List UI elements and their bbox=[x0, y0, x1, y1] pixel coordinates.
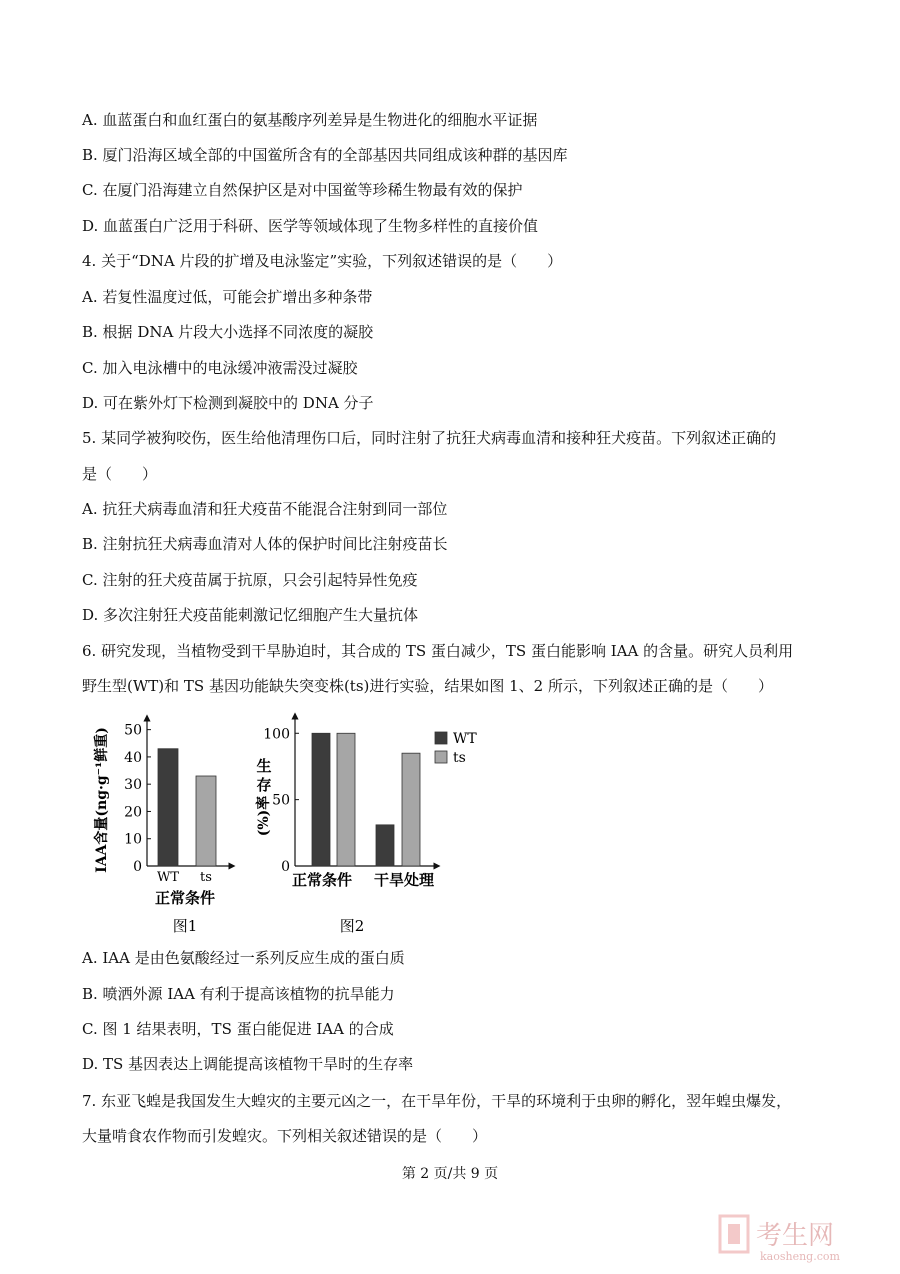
fig2-bar-ts-1 bbox=[402, 753, 420, 866]
fig1-bar-WT bbox=[158, 749, 178, 866]
text-line: A. 抗狂犬病毒血清和狂犬疫苗不能混合注射到同一部位 bbox=[82, 500, 448, 518]
text-line: C. 加入电泳槽中的电泳缓冲液需没过凝胶 bbox=[82, 359, 358, 377]
watermark-brand: 考生网 bbox=[756, 1221, 835, 1251]
fig1-y-tick-label: 0 bbox=[133, 859, 142, 875]
text-line: 6. 研究发现，当植物受到干旱胁迫时，其合成的 TS 蛋白减少，TS 蛋白能影响 IAA 的含量。研究人员利用 bbox=[82, 642, 794, 660]
text-line: D. TS 基因表达上调能提高该植物干旱时的生存率 bbox=[82, 1055, 414, 1073]
fig1-x-tick-label: WT bbox=[156, 870, 180, 885]
fig1-x-label: 正常条件 bbox=[154, 889, 216, 907]
fig1-y-label: IAA含量(ng·g⁻¹鲜重) bbox=[94, 727, 110, 873]
fig2-bar-ts-0 bbox=[337, 733, 355, 866]
fig1-y-tick-label: 40 bbox=[124, 749, 142, 766]
fig2-legend-label: WT bbox=[453, 731, 477, 747]
figure-2-chart bbox=[255, 716, 477, 935]
text-line: B. 厦门沿海区域全部的中国鲎所含有的全部基因共同组成该种群的基因库 bbox=[82, 146, 568, 164]
text-line: C. 图 1 结果表明，TS 蛋白能促进 IAA 的合成 bbox=[82, 1020, 394, 1038]
text-line: 5. 某同学被狗咬伤，医生给他清理伤口后，同时注射了抗狂犬病毒血清和接种狂犬疫苗。下列叙述正确的 bbox=[82, 429, 777, 447]
text-line: 野生型(WT)和 TS 基因功能缺失突变株(ts)进行实验，结果如图 1、2 所示，下列叙述正确的是（ ） bbox=[82, 677, 774, 695]
text-line: 4. 关于“DNA 片段的扩增及电泳鉴定”实验，下列叙述错误的是（ ） bbox=[82, 252, 563, 270]
fig1-caption: 图1 bbox=[172, 917, 198, 935]
fig2-y-tick-label: 100 bbox=[263, 726, 290, 743]
page-footer: 第 2 页/共 9 页 bbox=[401, 1166, 499, 1182]
fig2-legend-swatch bbox=[435, 732, 447, 744]
watermark-url: kaosheng.com bbox=[760, 1250, 840, 1263]
text-line: A. IAA 是由色氨酸经过一系列反应生成的蛋白质 bbox=[82, 949, 405, 967]
fig1-x-tick-label: ts bbox=[200, 870, 212, 885]
fig2-y-tick-label: 0 bbox=[281, 859, 290, 875]
fig1-bar-ts bbox=[196, 776, 216, 866]
fig2-y-tick-label: 50 bbox=[272, 792, 290, 809]
watermark-logo bbox=[718, 1206, 868, 1266]
fig2-y-label-head: 生 bbox=[256, 757, 272, 775]
fig1-y-tick-label: 30 bbox=[124, 777, 142, 794]
fig2-y-label-unit: (%)率 bbox=[256, 795, 272, 837]
text-line: A. 若复性温度过低，可能会扩增出多种条带 bbox=[82, 288, 373, 306]
text-line: 7. 东亚飞蝗是我国发生大蝗灾的主要元凶之一，在干旱年份，干旱的环境利于虫卵的孵化，翌年蝗虫爆发， bbox=[82, 1092, 792, 1110]
fig2-caption: 图2 bbox=[339, 917, 365, 935]
text-line: D. 多次注射狂犬疫苗能刺激记忆细胞产生大量抗体 bbox=[82, 606, 419, 624]
fig1-y-tick-label: 10 bbox=[124, 831, 142, 848]
watermark-logo-icon bbox=[718, 1206, 868, 1266]
fig2-bar-WT-0 bbox=[312, 733, 330, 866]
text-line: D. 可在紫外灯下检测到凝胶中的 DNA 分子 bbox=[82, 394, 374, 412]
fig2-legend-swatch bbox=[435, 751, 447, 763]
text-line: B. 喷洒外源 IAA 有利于提高该植物的抗旱能力 bbox=[82, 985, 395, 1003]
text-line: A. 血蓝蛋白和血红蛋白的氨基酸序列差异是生物进化的细胞水平证据 bbox=[82, 111, 538, 129]
fig2-x-tick-label: 干旱处理 bbox=[373, 871, 435, 889]
figure-1-chart bbox=[93, 718, 232, 935]
text-line: B. 注射抗狂犬病毒血清对人体的保护时间比注射疫苗长 bbox=[82, 535, 448, 553]
fig1-y-tick-label: 20 bbox=[124, 804, 142, 821]
fig2-bar-WT-1 bbox=[376, 825, 394, 866]
text-line: B. 根据 DNA 片段大小选择不同浓度的凝胶 bbox=[82, 323, 374, 341]
fig1-y-tick-label: 50 bbox=[124, 722, 142, 739]
fig2-y-label-head: 存 bbox=[256, 776, 272, 794]
text-line: 大量啃食农作物而引发蝗灾。下列相关叙述错误的是（ ） bbox=[82, 1127, 488, 1145]
text-line: C. 注射的狂犬疫苗属于抗原，只会引起特异性免疫 bbox=[82, 571, 418, 589]
text-line: C. 在厦门沿海建立自然保护区是对中国鲎等珍稀生物最有效的保护 bbox=[82, 181, 523, 199]
text-line: D. 血蓝蛋白广泛用于科研、医学等领域体现了生物多样性的直接价值 bbox=[82, 217, 539, 235]
text-line: 是（ ） bbox=[82, 465, 158, 483]
fig2-legend-label: ts bbox=[453, 750, 466, 766]
fig2-x-tick-label: 正常条件 bbox=[291, 871, 353, 889]
